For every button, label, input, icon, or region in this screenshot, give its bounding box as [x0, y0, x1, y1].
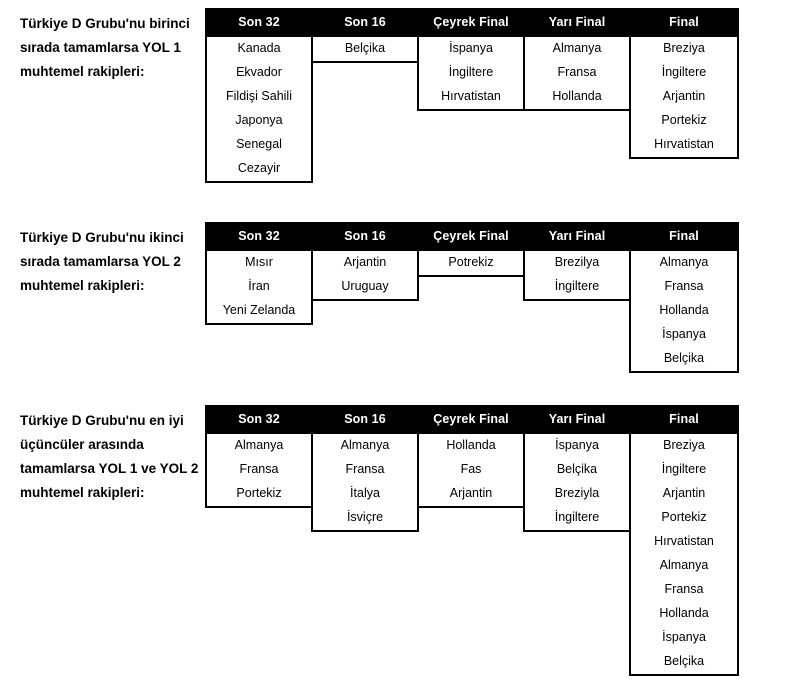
list-item: Potrekiz: [448, 255, 494, 269]
list-item: İtalya: [350, 486, 380, 500]
column-son32: [205, 222, 313, 325]
column-body-yari-final: [523, 37, 631, 111]
list-item: Belçika: [556, 462, 598, 476]
list-item: Arjantin: [449, 486, 493, 500]
list-item: Fas: [460, 462, 482, 476]
list-item: Almanya: [234, 438, 284, 452]
list-item: İngiltere: [554, 510, 600, 524]
scenario-caption-3: Türkiye D Grubu'nu en iyi üçüncüler arasında tamamlarsa YOL 1 ve YOL 2 muhtemel rakipleri:: [20, 413, 199, 500]
bracket-table-3: [205, 405, 737, 676]
list-item: İspanya: [662, 327, 706, 341]
list-item: Belçika: [344, 41, 386, 55]
column-body-final: [629, 37, 739, 159]
list-item: Fransa: [557, 65, 597, 79]
scenario-caption-1: Türkiye D Grubu'nu birinci sırada tamamlarsa YOL 1 muhtemel rakipleri:: [20, 16, 190, 79]
list-item: Cezayir: [237, 161, 281, 175]
column-son16: [311, 222, 419, 301]
list-item: Fildişi Sahili: [226, 89, 292, 103]
column-body-son32: [205, 251, 313, 325]
bracket-table-1: [205, 8, 737, 183]
list-item: Ekvador: [236, 65, 282, 79]
column-body-son32: [205, 37, 313, 183]
column-header-final: Final: [629, 222, 739, 251]
list-item: Arjantin: [662, 89, 706, 103]
column-son16: [311, 8, 419, 63]
column-body-ceyrek-final: [417, 37, 525, 111]
column-body-son16: [311, 251, 419, 301]
list-item: İngiltere: [448, 65, 494, 79]
list-item: Hırvatistan: [654, 137, 714, 151]
list-item: Hollanda: [446, 438, 496, 452]
list-item: Portekiz: [661, 510, 707, 524]
scenario-block-2: [0, 222, 737, 373]
column-yari-final: [523, 8, 631, 111]
list-item: İran: [248, 279, 270, 293]
list-item: Belçika: [663, 351, 705, 365]
list-item: Almanya: [340, 438, 390, 452]
list-item: Breziyla: [554, 486, 600, 500]
column-body-final: [629, 251, 739, 373]
column-son16: [311, 405, 419, 532]
column-header-yari-final: Yarı Final: [523, 8, 631, 37]
list-item: Arjantin: [662, 486, 706, 500]
bracket-table-2: [205, 222, 737, 373]
column-header-yari-final: Yarı Final: [523, 222, 631, 251]
column-body-yari-final: [523, 434, 631, 532]
list-item: Arjantin: [343, 255, 387, 269]
column-header-son32: Son 32: [205, 405, 313, 434]
list-item: Fransa: [664, 279, 704, 293]
column-body-final: [629, 434, 739, 676]
list-item: Yeni Zelanda: [222, 303, 296, 317]
list-item: Portekiz: [661, 113, 707, 127]
list-item: Hırvatistan: [441, 89, 501, 103]
list-item: Brezilya: [554, 255, 600, 269]
list-item: Mısır: [245, 255, 273, 269]
column-body-son32: [205, 434, 313, 508]
column-header-son16: Son 16: [311, 8, 419, 37]
list-item: Uruguay: [341, 279, 389, 293]
column-header-son32: Son 32: [205, 8, 313, 37]
column-ceyrek-final: [417, 8, 525, 111]
list-item: Almanya: [552, 41, 602, 55]
list-item: Belçika: [663, 654, 705, 668]
column-header-son16: Son 16: [311, 222, 419, 251]
column-header-yari-final: Yarı Final: [523, 405, 631, 434]
list-item: İngiltere: [661, 462, 707, 476]
list-item: Fransa: [664, 582, 704, 596]
column-header-ceyrek-final: Çeyrek Final: [417, 222, 525, 251]
column-body-yari-final: [523, 251, 631, 301]
list-item: İngiltere: [661, 65, 707, 79]
column-final: [629, 222, 739, 373]
column-body-son16: [311, 37, 419, 63]
scenario-block-3: [0, 405, 737, 676]
list-item: Breziya: [663, 41, 705, 55]
list-item: Hırvatistan: [654, 534, 714, 548]
list-item: İngiltere: [554, 279, 600, 293]
list-item: Hollanda: [659, 606, 709, 620]
list-item: İspanya: [555, 438, 599, 452]
scenario-caption-2: Türkiye D Grubu'nu ikinci sırada tamamlarsa YOL 2 muhtemel rakipleri:: [20, 230, 184, 293]
column-son32: [205, 405, 313, 508]
column-ceyrek-final: [417, 222, 525, 277]
column-header-final: Final: [629, 8, 739, 37]
list-item: Hollanda: [659, 303, 709, 317]
list-item: İspanya: [449, 41, 493, 55]
list-item: Fransa: [239, 462, 279, 476]
column-yari-final: [523, 222, 631, 301]
column-header-son16: Son 16: [311, 405, 419, 434]
list-item: Almanya: [659, 558, 709, 572]
column-body-ceyrek-final: [417, 434, 525, 508]
list-item: İspanya: [662, 630, 706, 644]
column-body-ceyrek-final: [417, 251, 525, 277]
column-final: [629, 405, 739, 676]
list-item: Japonya: [235, 113, 283, 127]
column-final: [629, 8, 739, 159]
column-header-ceyrek-final: Çeyrek Final: [417, 405, 525, 434]
list-item: Fransa: [345, 462, 385, 476]
list-item: Kanada: [237, 41, 281, 55]
column-header-son32: Son 32: [205, 222, 313, 251]
column-yari-final: [523, 405, 631, 532]
list-item: Portekiz: [236, 486, 282, 500]
column-header-ceyrek-final: Çeyrek Final: [417, 8, 525, 37]
list-item: Breziya: [663, 438, 705, 452]
column-body-son16: [311, 434, 419, 532]
column-ceyrek-final: [417, 405, 525, 508]
list-item: İsviçre: [346, 510, 384, 524]
scenario-block-1: [0, 8, 737, 183]
list-item: Almanya: [659, 255, 709, 269]
column-header-final: Final: [629, 405, 739, 434]
column-son32: [205, 8, 313, 183]
list-item: Senegal: [236, 137, 282, 151]
list-item: Hollanda: [552, 89, 602, 103]
